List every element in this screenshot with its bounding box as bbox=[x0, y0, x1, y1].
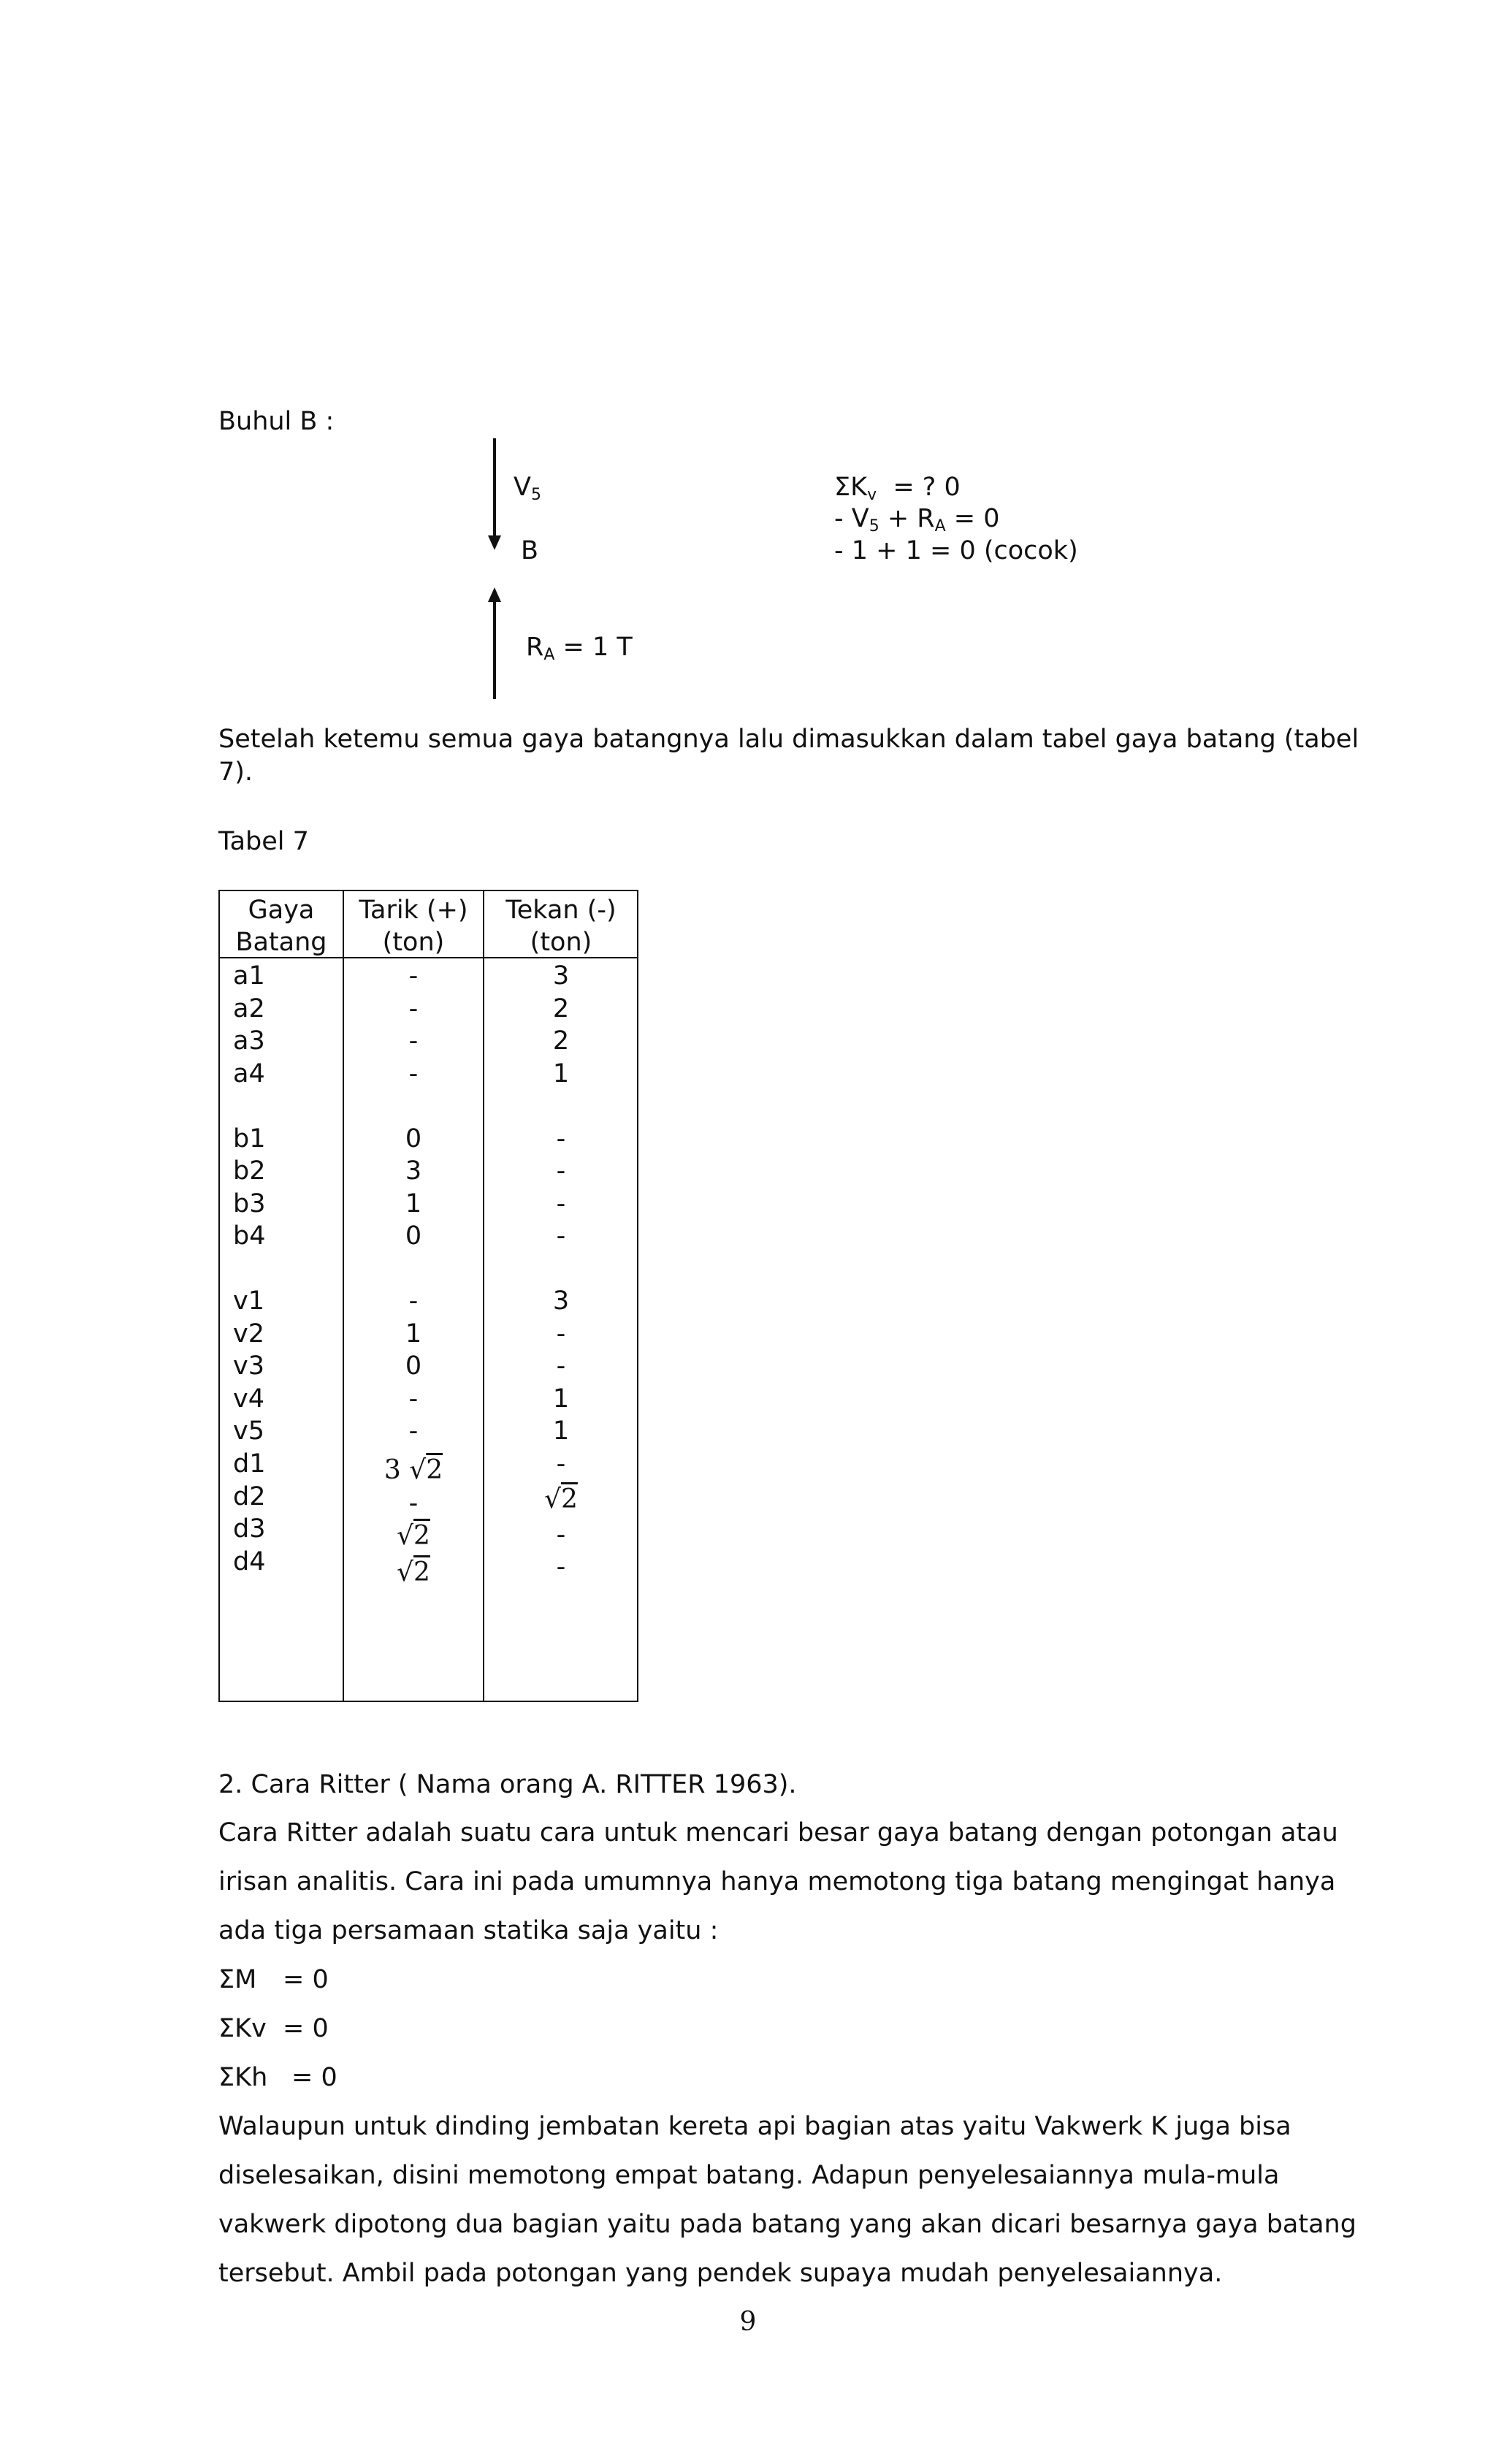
paragraph-line: Walaupun untuk dinding jembatan kereta api bagian atas yaitu Vakwerk K juga bisa bbox=[218, 2112, 1291, 2141]
table-row: v3 0 - bbox=[233, 1351, 566, 1381]
ritter-paragraph bbox=[218, 1809, 1338, 1956]
table-row-spacer bbox=[220, 1090, 637, 1123]
d-row-names bbox=[233, 1448, 266, 1578]
header-gaya-batang: Gaya Batang bbox=[235, 896, 327, 957]
d1-tarik-value: 3 √2 bbox=[383, 1455, 443, 1485]
table-row: b2 3 - bbox=[233, 1156, 566, 1186]
d2-tarik-value: - bbox=[408, 1489, 419, 1518]
d2-tekan-value: √2 bbox=[544, 1484, 578, 1514]
d3-tekan-value: - bbox=[556, 1519, 566, 1549]
section-title: 2. Cara Ritter ( Nama orang A. RITTER 1963). bbox=[218, 1770, 797, 1799]
table-row: a2 - 2 bbox=[233, 993, 570, 1023]
statics-equations bbox=[218, 1956, 337, 2102]
equation-line-1: $\Sigma K_v$ = ? 0 bbox=[834, 473, 961, 504]
node-heading: Buhul B : bbox=[218, 407, 335, 436]
table-row: a1 - 3 bbox=[233, 961, 570, 991]
d-row-name: d2 bbox=[233, 1481, 266, 1511]
sqrt-icon: √ bbox=[409, 1455, 427, 1485]
intro-line-2: 7). bbox=[218, 758, 253, 787]
equation-line-2: - $V_5 + R_A = 0$ bbox=[834, 504, 1000, 535]
table-row: v2 1 - bbox=[233, 1319, 566, 1349]
force-table bbox=[218, 890, 638, 1702]
d3-tarik-value: √2 bbox=[397, 1521, 430, 1551]
sqrt-icon: √ bbox=[397, 1557, 414, 1587]
table-row: b1 0 - bbox=[233, 1124, 566, 1153]
node-b-label: B bbox=[521, 536, 539, 565]
intro-line-1: Setelah ketemu semua gaya batangnya lalu dimasukkan dalam tabel gaya batang (tabel bbox=[218, 725, 1359, 754]
d4-tekan-value: - bbox=[556, 1552, 566, 1582]
intro-paragraph bbox=[218, 723, 1359, 789]
table-caption: Tabel 7 bbox=[218, 827, 309, 856]
header-tarik: Tarik (+) (ton) bbox=[359, 896, 468, 957]
reaction-ra-label: $R_A = 1$ T bbox=[526, 633, 633, 664]
paragraph-line: irisan analitis. Cara ini pada umumnya hanya memotong tiga batang mengingat hanya bbox=[218, 1867, 1336, 1896]
table-row: v5 - 1 bbox=[233, 1416, 570, 1446]
paragraph-line: tersebut. Ambil pada potongan yang pendek supaya mudah penyelesaiannya. bbox=[218, 2259, 1223, 2288]
paragraph-line: vakwerk dipotong dua bagian yaitu pada batang yang akan dicari besarnya gaya batang bbox=[218, 2210, 1356, 2239]
paragraph-line: Cara Ritter adalah suatu cara untuk mencari besar gaya batang dengan potongan atau bbox=[218, 1818, 1338, 1847]
table-row-spacer bbox=[220, 1253, 637, 1286]
statics-row: ΣKv = 0 bbox=[218, 2014, 329, 2043]
paragraph-line: diselesaikan, disini memotong empat batang. Adapun penyelesaiannya mula-mula bbox=[218, 2161, 1280, 2190]
force-v5-label: $V_5$ bbox=[514, 473, 541, 504]
header-tekan: Tekan (-) (ton) bbox=[505, 896, 617, 957]
page-number: 9 bbox=[739, 2307, 757, 2337]
table-row: v4 - 1 bbox=[233, 1384, 570, 1414]
table-row: v1 - 3 bbox=[233, 1286, 570, 1316]
d1-tekan-value: - bbox=[556, 1449, 566, 1479]
arrow-down-icon bbox=[488, 535, 501, 550]
d-row-tekan bbox=[484, 1448, 638, 1584]
table-body bbox=[220, 960, 637, 1480]
table-row: a4 - 1 bbox=[233, 1059, 570, 1088]
d-row-name: d4 bbox=[233, 1546, 266, 1576]
lower-bar-line bbox=[493, 599, 496, 699]
d4-tarik-value: √2 bbox=[397, 1557, 430, 1587]
statics-row: ΣM = 0 bbox=[218, 1965, 329, 1994]
sqrt-icon: √ bbox=[397, 1521, 414, 1551]
table-row: b3 1 - bbox=[233, 1189, 566, 1218]
table-row: a3 - 2 bbox=[233, 1026, 570, 1056]
statics-row: ΣKh = 0 bbox=[218, 2063, 337, 2092]
sqrt-icon: √ bbox=[544, 1484, 562, 1514]
d-row-name: d3 bbox=[233, 1514, 266, 1544]
vakwerk-paragraph bbox=[218, 2102, 1356, 2298]
equation-line-3: - 1 + 1 = 0 (cocok) bbox=[834, 536, 1078, 565]
d-row-name: d1 bbox=[233, 1449, 266, 1479]
table-row: b4 0 - bbox=[233, 1221, 566, 1251]
upper-bar-line bbox=[493, 438, 496, 541]
d-row-tarik bbox=[344, 1452, 483, 1591]
paragraph-line: ada tiga persamaan statika saja yaitu : bbox=[218, 1916, 719, 1945]
